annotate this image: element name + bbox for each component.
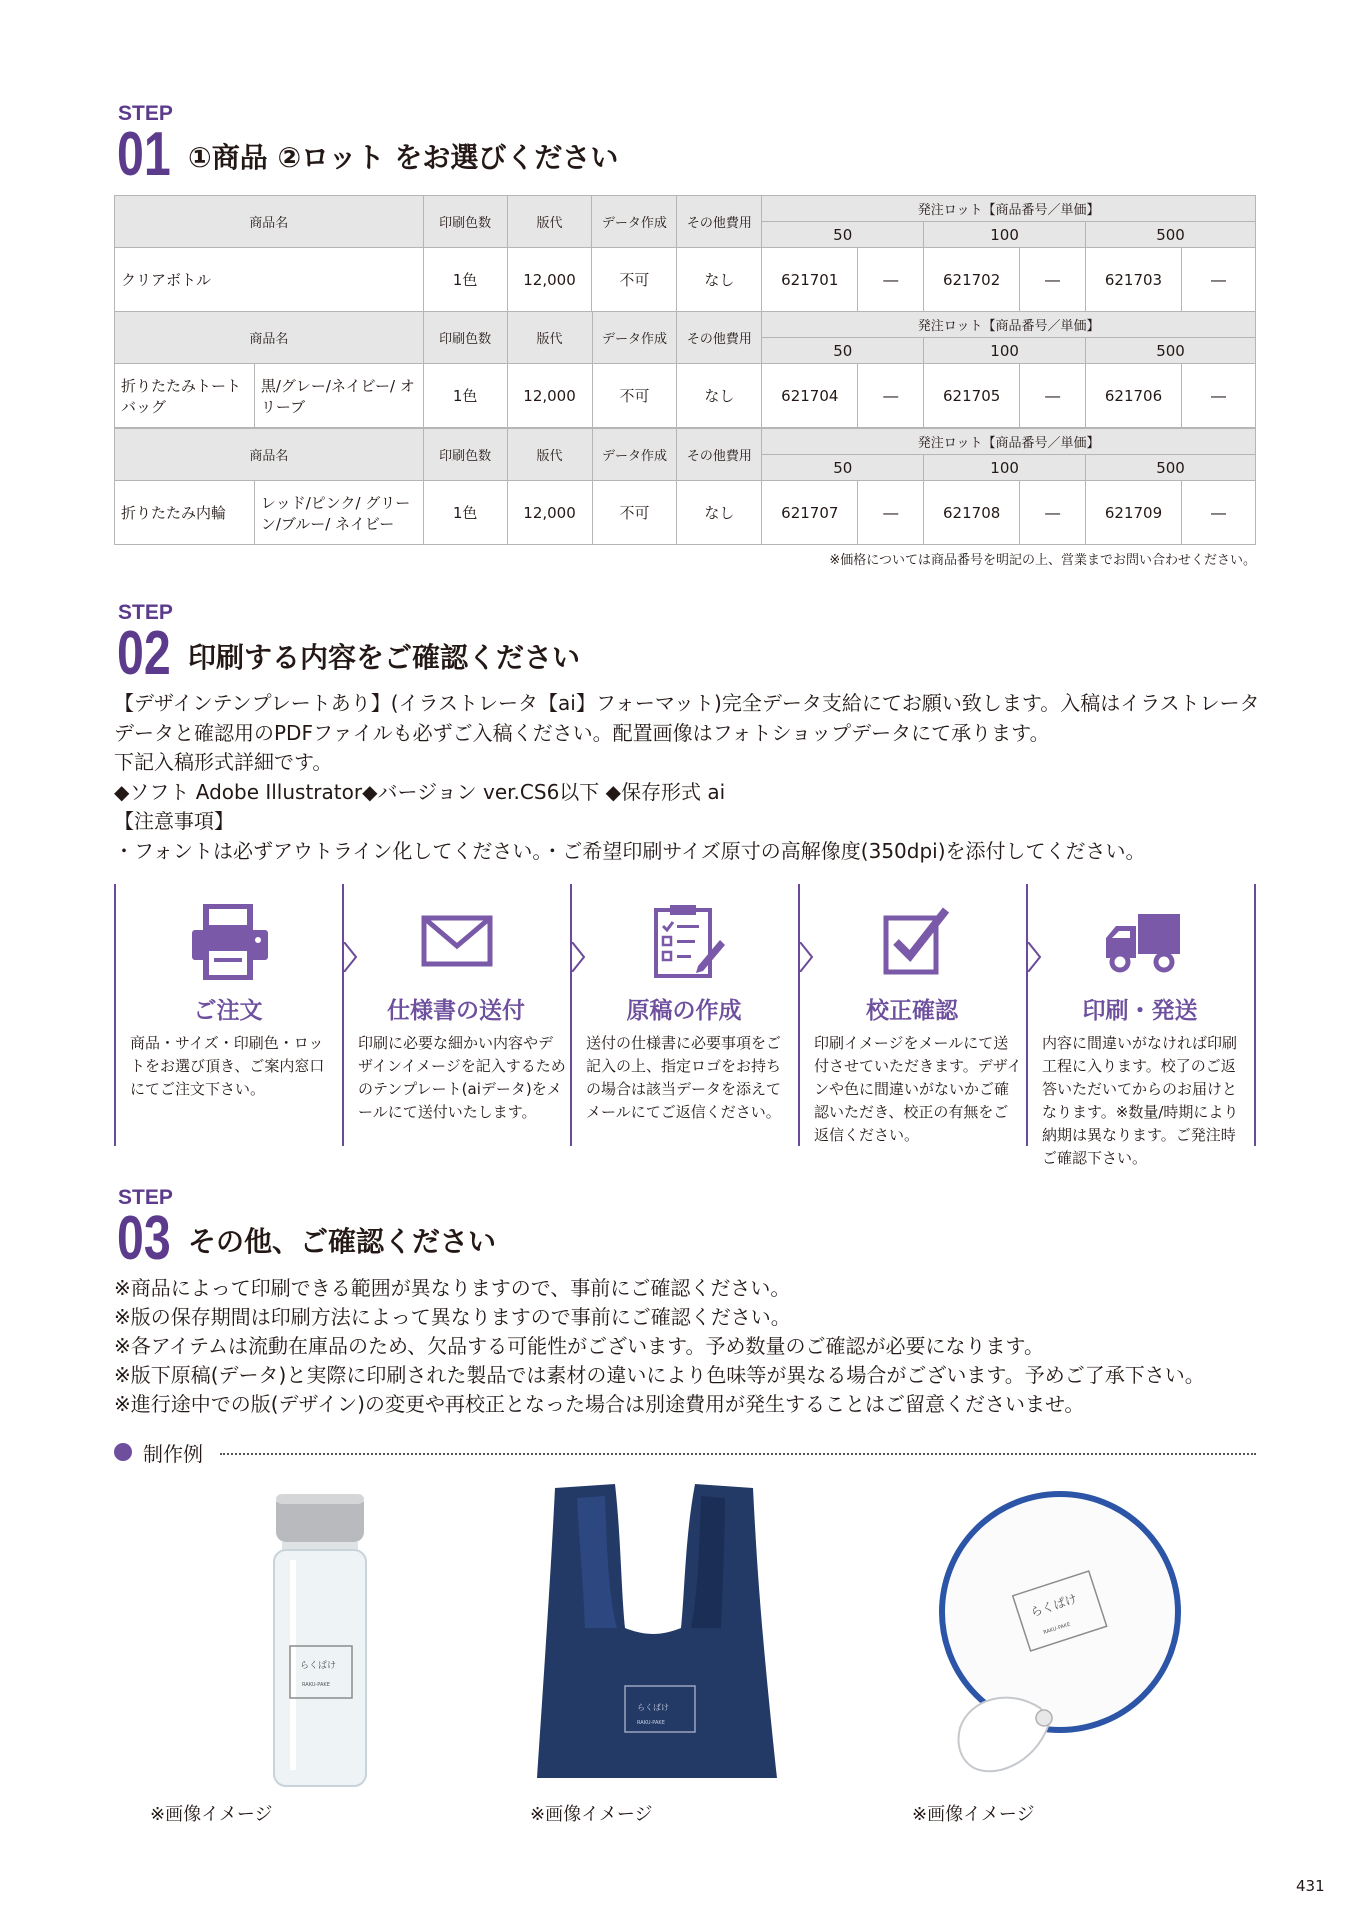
instruction-line: 【デザインテンプレートあり】(イラストレータ【ai】フォーマット)完全データ支給にてお願い致します。入稿はイラストレータ (114, 691, 1260, 715)
flow-step-proof (798, 884, 1026, 1146)
folding-fan-image (930, 1488, 1200, 1788)
header-data: データ作成 (592, 429, 677, 481)
step3-title: その他、ご確認ください (188, 1225, 497, 1258)
unit-price: ― (1181, 481, 1255, 545)
product-code: 621703 (1086, 248, 1182, 312)
unit-price: ― (858, 364, 924, 428)
header-plate: 版代 (507, 196, 592, 248)
header-lot-100: 100 (924, 222, 1086, 248)
other-fees: なし (677, 481, 762, 545)
flow-title: 校正確認 (866, 998, 958, 1024)
print-colors: 1色 (423, 364, 507, 428)
product-variant: レッド/ピンク/ グリーン/ブルー/ ネイビー (254, 481, 423, 545)
data-creation: 不可 (592, 481, 677, 545)
header-product-name: 商品名 (115, 312, 424, 364)
step1-number: 01 (117, 120, 171, 189)
logo-text: らくぱけ (1028, 1591, 1079, 1620)
printer-icon (190, 904, 270, 980)
flow-description: 商品・サイズ・印刷色・ロットをお選び頂き、ご案内窓口にてご注文下さい。 (130, 1034, 325, 1098)
example-divider (220, 1453, 1256, 1455)
header-data: データ作成 (592, 196, 677, 248)
product-name: クリアボトル (115, 248, 424, 312)
data-creation: 不可 (592, 248, 677, 312)
note-line: ※進行途中での版(デザイン)の変更や再校正となった場合は別途費用が発生することはご留意くださいませ。 (114, 1392, 1085, 1416)
header-other: その他費用 (677, 429, 762, 481)
product-table-block (114, 311, 1256, 428)
header-lot-50: 50 (762, 455, 924, 481)
price-note: ※価格については商品番号を明記の上、営業までお問い合わせください。 (829, 553, 1256, 568)
print-colors: 1色 (423, 481, 507, 545)
product-variant: 黒/グレー/ネイビー/ オリーブ (254, 364, 423, 428)
chevron-right-icon (570, 942, 586, 972)
other-fees: なし (677, 364, 762, 428)
logo-text: らくぱけ (637, 1703, 669, 1712)
example-caption: ※画像イメージ (150, 1804, 273, 1825)
plate-fee: 12,000 (507, 481, 592, 545)
bullet-dot-icon (114, 1443, 132, 1461)
flow-title: 印刷・発送 (1082, 998, 1198, 1024)
page-number: 431 (1296, 1877, 1325, 1895)
example-caption: ※画像イメージ (530, 1804, 653, 1825)
envelope-icon (418, 904, 498, 980)
chevron-right-icon (342, 942, 358, 972)
header-lot-50: 50 (762, 338, 924, 364)
header-lot: 発注ロット【商品番号／単価】 (762, 196, 1256, 222)
note-line: ※商品によって印刷できる範囲が異なりますので、事前にご確認ください。 (114, 1276, 791, 1300)
unit-price: ― (1181, 364, 1255, 428)
logo-subtext: RAKU-PAKE (637, 1720, 665, 1726)
chevron-right-icon (1026, 942, 1042, 972)
header-lot-100: 100 (924, 338, 1086, 364)
flow-divider (1254, 884, 1256, 1146)
other-notes (114, 1274, 1274, 1419)
unit-price: ― (1020, 364, 1086, 428)
unit-price: ― (858, 248, 924, 312)
product-name: 折りたたみトート バッグ (115, 364, 255, 428)
unit-price: ― (1020, 481, 1086, 545)
header-lot-500: 500 (1086, 455, 1256, 481)
flow-step-ship (1026, 884, 1254, 1167)
other-fees: なし (677, 248, 762, 312)
plate-fee: 12,000 (507, 364, 592, 428)
instruction-line: 下記入稿形式詳細です。 (114, 750, 333, 774)
note-line: ※各アイテムは流動在庫品のため、欠品する可能性がございます。予め数量のご確認が必要になります。 (114, 1334, 1044, 1358)
header-lot-50: 50 (762, 222, 924, 248)
flow-description: 送付の仕様書に必要事項をご記入の上、指定ロゴをお持ちの場合は該当データを添えてメールにてご返信ください。 (586, 1034, 782, 1121)
step2-title: 印刷する内容をご確認ください (188, 641, 581, 674)
product-code: 621704 (762, 364, 858, 428)
product-code: 621702 (924, 248, 1020, 312)
flow-description: 印刷イメージをメールにて送付させていただきます。デザインや色に間違いがないかご確認いただき、校正の有無をご返信ください。 (814, 1034, 1022, 1144)
header-product-name: 商品名 (115, 196, 424, 248)
header-data: データ作成 (592, 312, 677, 364)
truck-icon (1102, 904, 1182, 980)
header-product-name: 商品名 (115, 429, 424, 481)
tote-bag-image (525, 1478, 780, 1788)
header-plate: 版代 (507, 429, 592, 481)
print-colors: 1色 (423, 248, 507, 312)
product-table-block (114, 195, 1256, 312)
instruction-line: 【注意事項】 (114, 809, 234, 833)
flow-description: 内容に間違いがなければ印刷工程に入ります。校了のご返答いただいてからのお届けとなります。※数量/時期により納期は異なります。ご発注時ご確認下さい。 (1042, 1034, 1239, 1167)
instruction-line: データと確認用のPDFファイルも必ずご入稿ください。配置画像はフォトショップデータにて承ります。 (114, 720, 1050, 745)
submission-instructions (114, 689, 1264, 866)
header-colors: 印刷色数 (423, 196, 507, 248)
logo-subtext: RAKU-PAKE (1042, 1621, 1072, 1636)
flow-step-draft (570, 884, 798, 1146)
data-creation: 不可 (592, 364, 677, 428)
plate-fee: 12,000 (507, 248, 592, 312)
note-line: ※版下原稿(データ)と実際に印刷された製品では素材の違いにより色味等が異なる場合がございます。予めご了承下さい。 (114, 1363, 1205, 1387)
header-lot-500: 500 (1086, 338, 1256, 364)
instruction-line: ◆ソフト Adobe Illustrator◆バージョン ver.CS6以下 ◆保存形式 ai (114, 779, 726, 804)
flow-title: ご注文 (193, 998, 263, 1024)
order-flow (114, 884, 1256, 1167)
clipboard-icon (646, 904, 726, 980)
header-plate: 版代 (507, 312, 592, 364)
unit-price: ― (1020, 248, 1086, 312)
product-code: 621709 (1086, 481, 1182, 545)
flow-title: 原稿の作成 (626, 998, 742, 1024)
note-line: ※版の保存期間は印刷方法によって異なりますので事前にご確認ください。 (114, 1305, 791, 1329)
step2-label: STEP (118, 601, 173, 624)
header-colors: 印刷色数 (423, 312, 507, 364)
header-other: その他費用 (677, 196, 762, 248)
step3-label: STEP (118, 1186, 173, 1209)
header-other: その他費用 (677, 312, 762, 364)
example-heading: 制作例 (143, 1442, 203, 1466)
step1-label: STEP (118, 102, 173, 125)
product-code: 621706 (1086, 364, 1182, 428)
step2-number: 02 (117, 619, 171, 688)
chevron-right-icon (798, 942, 814, 972)
product-code: 621705 (924, 364, 1020, 428)
logo-subtext: RAKU-PAKE (302, 1682, 330, 1688)
product-code: 621708 (924, 481, 1020, 545)
product-table-block (114, 428, 1256, 545)
product-code: 621701 (762, 248, 858, 312)
header-colors: 印刷色数 (423, 429, 507, 481)
header-lot: 発注ロット【商品番号／単価】 (762, 429, 1256, 455)
step1-title: ①商品 ②ロット をお選びください (188, 141, 619, 174)
product-name: 折りたたみ内輪 (115, 481, 255, 545)
step3-number: 03 (117, 1204, 171, 1273)
header-lot: 発注ロット【商品番号／単価】 (762, 312, 1256, 338)
checkbox-icon (874, 904, 954, 980)
header-lot-500: 500 (1086, 222, 1256, 248)
product-code: 621707 (762, 481, 858, 545)
bottle-image (260, 1490, 380, 1790)
unit-price: ― (1181, 248, 1255, 312)
flow-step-spec (342, 884, 570, 1146)
header-lot-100: 100 (924, 455, 1086, 481)
example-caption: ※画像イメージ (912, 1804, 1035, 1825)
flow-title: 仕様書の送付 (387, 998, 525, 1024)
flow-step-order (114, 884, 342, 1146)
unit-price: ― (858, 481, 924, 545)
instruction-line: ・フォントは必ずアウトライン化してください。・ご希望印刷サイズ原寸の高解像度(350dpi)を添付してください。 (114, 838, 1146, 863)
flow-description: 印刷に必要な細かい内容やデザインイメージを記入するためのテンプレート(aiデータ)をメールにて送付いたします。 (358, 1034, 566, 1121)
logo-text: らくぱけ (300, 1661, 337, 1671)
